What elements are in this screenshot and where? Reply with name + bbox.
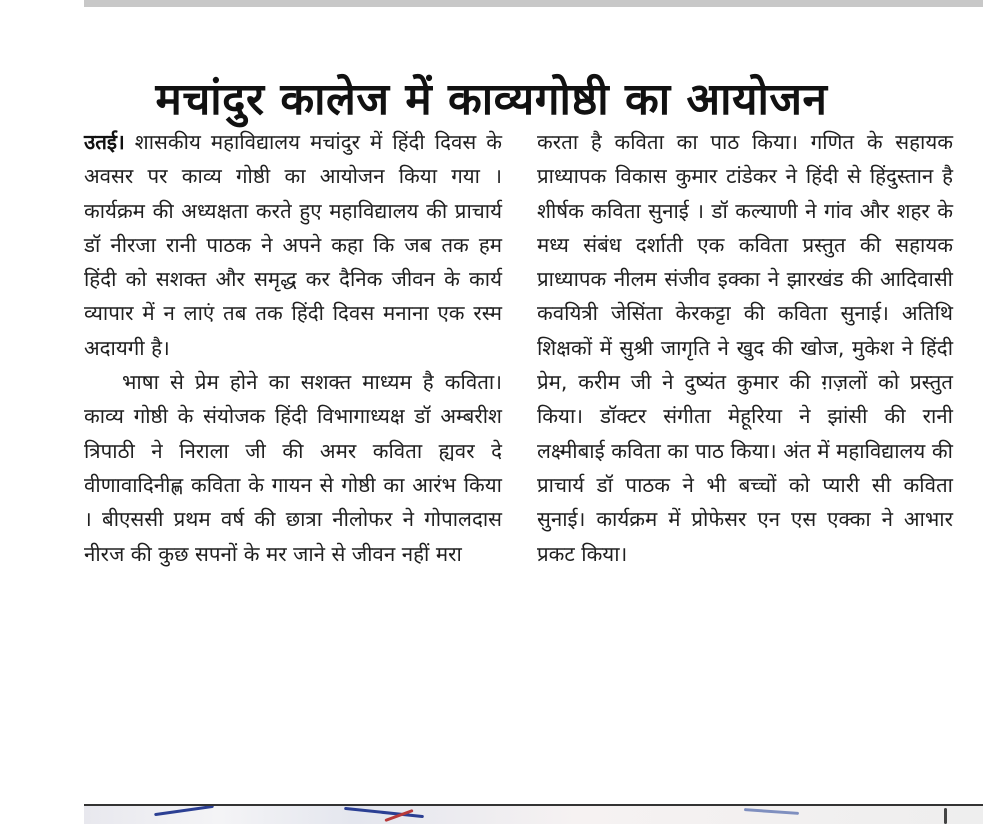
article-headline: मचांदुर कालेज में काव्यगोष्ठी का आयोजन xyxy=(155,74,828,126)
article-column-left xyxy=(84,125,502,571)
article-column-right xyxy=(537,125,953,571)
next-article-image-strip xyxy=(84,804,983,824)
article-paragraph-3: करता है कविता का पाठ किया। गणित के सहायक प्राध्यापक विकास कुमार टांडेकर ने हिंदी से हिंदुस्तान है शीर्षक कविता सुनाई । डॉ कल्याणी ने गांव और शहर के मध्य संबंध दर्शाती एक कविता प्रस्तुत की सहायक प्राध्यापक नीलम संजीव इक्का ने झारखंड की आदिवासी कवयित्री जेसिंता केरकट्टा की कविता सुनाई। अतिथि शिक्षकों में सुश्री जागृति ने खुद की खोज, मुकेश ने हिंदी प्रेम, करीम जी ने दुष्यंत कुमार की ग़ज़लों को प्रस्तुत किया। डॉक्टर संगीता मेहूरिया ने झांसी की रानी लक्ष्मीबाई कविता का पाठ किया। अंत में महाविद्यालय की प्राचार्य डॉ पाठक ने भी बच्चों को प्यारी सी कविता सुनाई। कार्यक्रम में प्रोफेसर एन एस एक्का ने आभार प्रकट किया। xyxy=(537,130,953,566)
top-divider-rule xyxy=(84,0,983,7)
article-paragraph-1-text: शासकीय महाविद्यालय मचांदुर में हिंदी दिवस के अवसर पर काव्य गोष्ठी का आयोजन किया गया । कार्यक्रम की अध्यक्षता करते हुए महाविद्यालय की प्राचार्य डॉ नीरजा रानी पाठक ने अपने कहा कि जब तक हम हिंदी को सशक्त और समृद्ध कर दैनिक जीवन के कार्य व्यापार में न लाएं तब तक हिंदी दिवस मनाना एक रस्म अदायगी है। xyxy=(84,130,502,360)
article-paragraph-2: भाषा से प्रेम होने का सशक्त माध्यम है कविता। काव्य गोष्ठी के संयोजक हिंदी विभागाध्यक्ष डॉ अम्बरीश त्रिपाठी ने निराला जी की अमर कविता ह्यवर दे वीणावादिनीह्ण कविता के गायन से गोष्ठी का आरंभ किया । बीएससी प्रथम वर्ष की छात्रा नीलोफर ने गोपालदास नीरज की कुछ सपनों के मर जाने से जीवन नहीं मरा xyxy=(84,370,502,566)
photo-fragment xyxy=(744,808,799,815)
article-dateline: उतई। xyxy=(84,130,125,154)
article-paragraph-1 xyxy=(84,125,502,365)
photo-fragment xyxy=(154,805,214,816)
